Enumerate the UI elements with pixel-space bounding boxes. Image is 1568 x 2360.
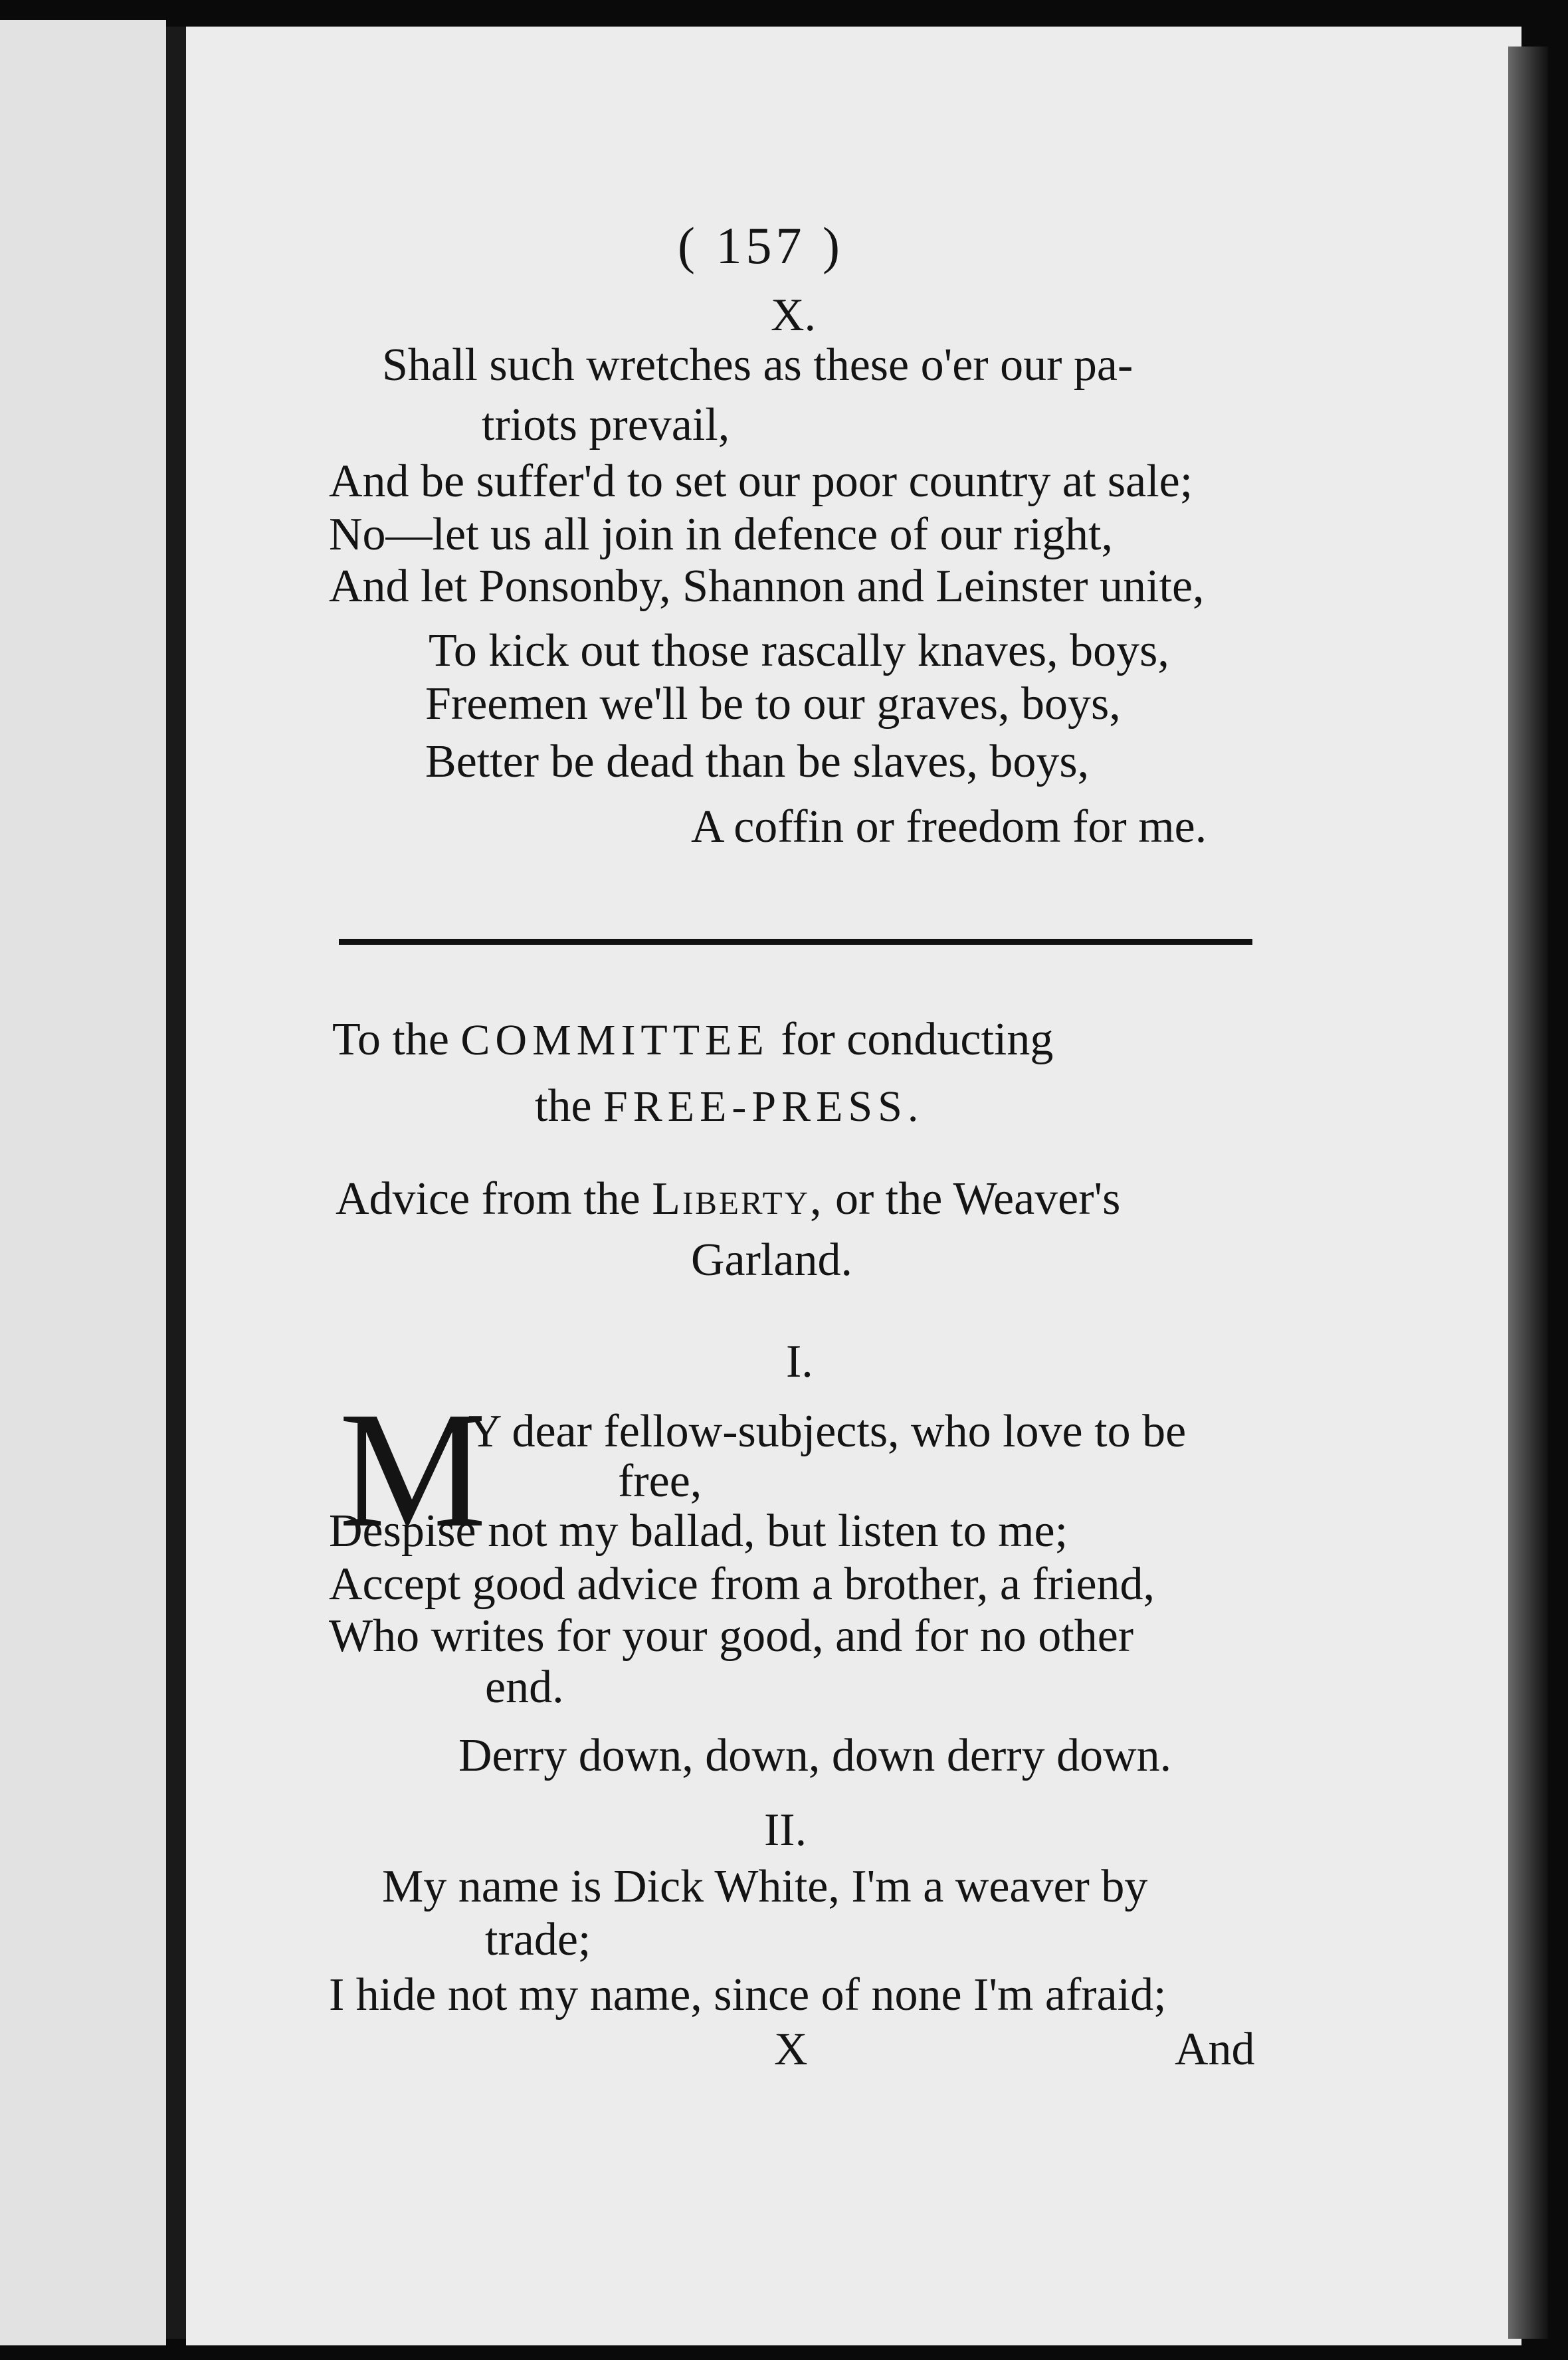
heading-free-press: FREE-PRESS. bbox=[603, 1082, 924, 1131]
stanza-numeral-ii: II. bbox=[764, 1805, 807, 1856]
subtitle-line-1 bbox=[336, 1173, 1121, 1225]
stanza-i-line-4: Accept good advice from a brother, a friend, bbox=[329, 1559, 1155, 1610]
stanza-x-line-2: triots prevail, bbox=[482, 399, 730, 450]
stanza-x-line-5: And let Ponsonby, Shannon and Leinster unite, bbox=[329, 561, 1205, 612]
stanza-i-line-3: Despise not my ballad, but listen to me; bbox=[329, 1506, 1068, 1557]
stanza-i-line-6: end. bbox=[485, 1662, 564, 1713]
subtitle-or-the-weavers: or the Weaver's bbox=[834, 1173, 1121, 1225]
heading-the: the bbox=[535, 1080, 592, 1131]
stanza-x-line-4: No—let us all join in defence of our right, bbox=[329, 509, 1113, 560]
subtitle-advice-from-the: Advice from the bbox=[336, 1173, 640, 1225]
stanza-x-line-8: Better be dead than be slaves, boys, bbox=[425, 736, 1090, 787]
stanza-numeral-i: I. bbox=[786, 1336, 813, 1387]
drop-cap-initial: M bbox=[339, 1378, 487, 1562]
heading-line-1 bbox=[332, 1014, 1054, 1065]
heading-line-2 bbox=[535, 1080, 924, 1131]
heading-to-the: To the bbox=[332, 1014, 449, 1065]
stanza-x-line-6: To kick out those rascally knaves, boys, bbox=[429, 625, 1169, 676]
catchword: And bbox=[1175, 2024, 1255, 2075]
stanza-ii-line-2: trade; bbox=[485, 1914, 591, 1965]
stanza-ii-line-1: My name is Dick White, I'm a weaver by bbox=[382, 1861, 1148, 1912]
book-gutter bbox=[166, 27, 186, 2339]
section-divider-rule bbox=[339, 939, 1252, 945]
heading-for-conducting: for conducting bbox=[781, 1014, 1054, 1065]
page-number: ( 157 ) bbox=[678, 217, 844, 274]
stanza-x-line-7: Freemen we'll be to our graves, boys, bbox=[425, 678, 1121, 730]
stanza-i-line-1: Y dear fellow-subjects, who love to be bbox=[468, 1406, 1187, 1457]
stanza-x-line-3: And be suffer'd to set our poor country at sale; bbox=[329, 456, 1193, 507]
subtitle-line-2: Garland. bbox=[691, 1234, 852, 1286]
signature-mark: X bbox=[774, 2024, 808, 2075]
heading-committee: COMMITTEE bbox=[460, 1016, 769, 1064]
facing-page-edge bbox=[0, 20, 166, 2345]
stanza-i-line-5: Who writes for your good, and for no other bbox=[329, 1611, 1134, 1662]
subtitle-liberty: Liberty, bbox=[652, 1173, 824, 1225]
stanza-x-line-9: A coffin or freedom for me. bbox=[691, 801, 1207, 852]
stanza-ii-line-3: I hide not my name, since of none I'm afraid; bbox=[329, 1969, 1167, 2020]
page-edge-shadow bbox=[1508, 47, 1548, 2339]
stanza-x-line-1: Shall such wretches as these o'er our pa- bbox=[382, 340, 1133, 391]
stanza-i-line-2: free, bbox=[618, 1456, 702, 1507]
stanza-i-refrain: Derry down, down, down derry down. bbox=[458, 1730, 1172, 1781]
stanza-numeral-x: X. bbox=[771, 290, 817, 341]
